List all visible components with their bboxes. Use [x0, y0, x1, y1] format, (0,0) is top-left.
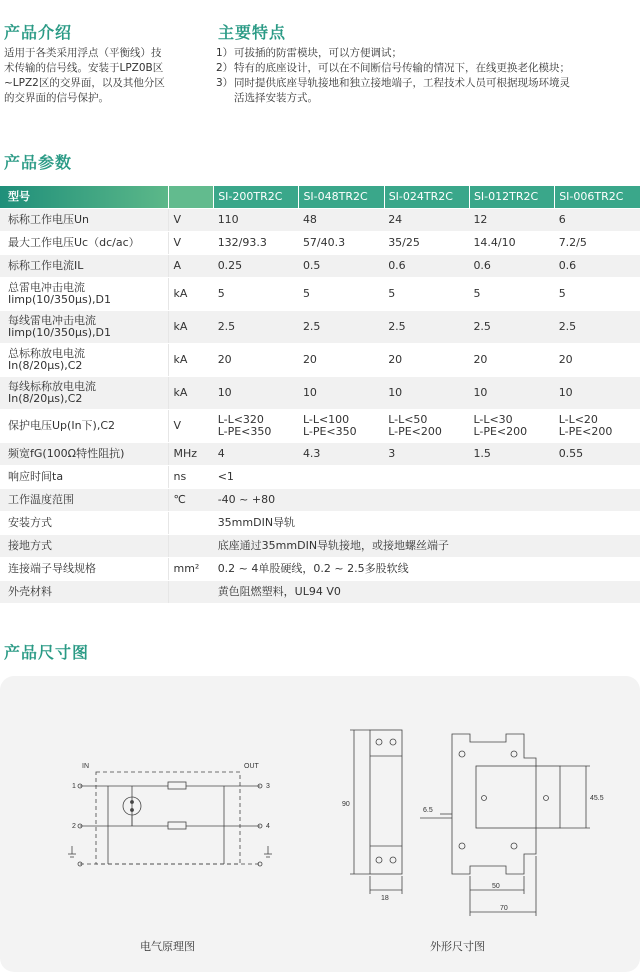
spec-value — [214, 311, 299, 344]
spec-value-line: 10 — [217, 386, 232, 399]
spec-value-line: 10 — [473, 386, 488, 399]
spec-param-name — [0, 311, 169, 344]
spec-value-line: 20 — [473, 353, 488, 366]
intro-title: 产品介绍 — [4, 23, 73, 42]
spec-row — [0, 311, 640, 344]
spec-value — [214, 278, 299, 311]
spec-row — [0, 466, 640, 489]
spec-value-line: 57/40.3 — [302, 236, 346, 249]
dim-45: 45.5 — [590, 795, 604, 802]
spec-param-name — [0, 581, 169, 604]
spec-value — [469, 278, 554, 311]
spec-value-line: L-PE<200 — [558, 425, 613, 438]
param-name-line: In(8/20μs),C2 — [8, 392, 83, 405]
spec-row — [0, 535, 640, 558]
spec-value — [299, 410, 384, 443]
spec-value — [214, 232, 299, 255]
spec-value — [555, 209, 640, 232]
spec-param-name — [0, 209, 169, 232]
spec-value — [384, 232, 469, 255]
spec-row — [0, 512, 640, 535]
dimensions-title: 产品尺寸图 — [4, 643, 90, 662]
spec-value — [214, 443, 299, 466]
spec-header-row — [0, 186, 640, 209]
header-model-col: SI-012TR2C — [469, 186, 554, 209]
spec-value — [555, 278, 640, 311]
feature-num — [216, 91, 234, 106]
spec-value — [214, 255, 299, 278]
features-title: 主要特点 — [218, 23, 287, 42]
feature-item — [216, 61, 636, 76]
spec-value-line: 10 — [388, 386, 403, 399]
spec-value-line: 10 — [558, 386, 573, 399]
feature-num: 3） — [216, 77, 234, 89]
spec-value-line: 48 — [302, 213, 317, 226]
spec-value — [555, 232, 640, 255]
spec-param-name — [0, 489, 169, 512]
front-view — [420, 734, 590, 916]
spec-row — [0, 489, 640, 512]
feature-num: 1） — [216, 47, 234, 59]
spec-value-line: 132/93.3 — [217, 236, 267, 249]
spec-value — [299, 255, 384, 278]
spec-value — [384, 344, 469, 377]
spec-value-line: 2.5 — [473, 320, 491, 333]
spec-unit: V — [169, 410, 214, 443]
spec-value — [555, 255, 640, 278]
intro-line: 术传输的信号线。安装于LPZ0B区 — [4, 62, 164, 74]
spec-value — [214, 410, 299, 443]
spec-value-line: 0.55 — [558, 447, 584, 460]
spec-value — [384, 278, 469, 311]
spec-value — [555, 377, 640, 410]
spec-value — [214, 209, 299, 232]
spec-value — [299, 311, 384, 344]
spec-value — [555, 410, 640, 443]
spec-row — [0, 558, 640, 581]
spec-value-line: 7.2/5 — [558, 236, 587, 249]
param-name-line: Iimp(10/350μs),D1 — [8, 293, 111, 306]
spec-row — [0, 209, 640, 232]
spec-param-name — [0, 255, 169, 278]
spec-unit: kA — [169, 311, 214, 344]
spec-value — [214, 377, 299, 410]
spec-value — [384, 443, 469, 466]
spec-value — [299, 232, 384, 255]
spec-value: 0.2 ~ 4单股硬线，0.2 ~ 2.5多股软线 — [214, 558, 640, 581]
spec-value — [214, 344, 299, 377]
spec-value — [469, 232, 554, 255]
header-unit — [169, 186, 214, 209]
spec-value — [469, 443, 554, 466]
spec-value-line: 0.6 — [388, 259, 406, 272]
spec-unit — [169, 581, 214, 604]
param-name-line: 标称工作电压Un — [8, 213, 90, 226]
spec-value — [555, 311, 640, 344]
dim-18: 18 — [381, 895, 389, 902]
param-name-line: 每线雷电冲击电流 — [8, 314, 96, 327]
spec-unit: V — [169, 232, 214, 255]
spec-unit: V — [169, 209, 214, 232]
spec-value — [469, 255, 554, 278]
feature-text: 特有的底座设计，可以在不间断信号传输的情况下，在线更换老化模块； — [234, 62, 570, 74]
spec-value — [299, 209, 384, 232]
spec-value-line: 2.5 — [302, 320, 321, 333]
spec-value-line: 0.6 — [473, 259, 491, 272]
spec-unit: mm² — [169, 558, 214, 581]
param-name-line: 响应时间ta — [8, 470, 64, 483]
param-name-line: 外壳材料 — [8, 585, 52, 598]
spec-value — [384, 377, 469, 410]
spec-value-line: L-L<30 — [473, 413, 513, 426]
spec-unit: A — [169, 255, 214, 278]
param-name-line: 最大工作电压Uc（dc/ac） — [8, 236, 140, 249]
spec-value — [299, 344, 384, 377]
spec-unit — [169, 535, 214, 558]
spec-value — [469, 209, 554, 232]
spec-value — [384, 311, 469, 344]
spec-param-name — [0, 377, 169, 410]
spec-value — [469, 311, 554, 344]
features-list — [216, 46, 636, 106]
intro-line: 的交界面的信号保护。 — [4, 92, 109, 104]
header-model-col: SI-006TR2C — [555, 186, 640, 209]
spec-value-line: 20 — [388, 353, 403, 366]
spec-row — [0, 410, 640, 443]
spec-value-line: 4 — [217, 447, 225, 460]
feature-num: 2） — [216, 62, 234, 74]
dim-90: 90 — [342, 801, 350, 808]
spec-value — [555, 344, 640, 377]
spec-param-name — [0, 232, 169, 255]
spec-value-line: L-L<100 — [302, 413, 350, 426]
param-name-line: 连接端子导线规格 — [8, 562, 96, 575]
param-name-line: Iimp(10/350μs),D1 — [8, 326, 111, 339]
dimension-panel — [0, 676, 640, 972]
spec-value-line: 2.5 — [388, 320, 406, 333]
param-name-line: In(8/20μs),C2 — [8, 359, 83, 372]
spec-value-line: L-PE<200 — [388, 425, 442, 438]
spec-value: 黄色阻燃塑料，UL94 V0 — [214, 581, 640, 604]
spec-value-line: 20 — [302, 353, 317, 366]
spec-param-name — [0, 512, 169, 535]
spec-value-line: L-PE<350 — [302, 425, 357, 438]
spec-value-line: L-L<50 — [388, 413, 428, 426]
header-model-col: SI-200TR2C — [214, 186, 299, 209]
param-name-line: 保护电压Up(In下),C2 — [8, 419, 116, 432]
header-model-col: SI-024TR2C — [384, 186, 469, 209]
spec-row — [0, 255, 640, 278]
label-p2: 2 — [72, 823, 76, 830]
spec-value-line: 2.5 — [558, 320, 577, 333]
spec-value-line: L-L<320 — [217, 413, 264, 426]
spec-value — [469, 410, 554, 443]
spec-unit: kA — [169, 344, 214, 377]
spec-value-line: 20 — [558, 353, 573, 366]
spec-unit: kA — [169, 377, 214, 410]
spec-param-name — [0, 344, 169, 377]
spec-row — [0, 581, 640, 604]
intro-line: ~LPZ2区的交界面，以及其他分区 — [4, 77, 165, 89]
param-name-line: 接地方式 — [8, 539, 52, 552]
spec-value-line: 2.5 — [217, 320, 236, 333]
spec-param-name — [0, 278, 169, 311]
spec-row — [0, 232, 640, 255]
spec-value-line: 110 — [217, 213, 239, 226]
label-p3: 3 — [266, 783, 270, 790]
spec-value — [555, 443, 640, 466]
spec-value-line: 3 — [388, 447, 396, 460]
dim-50: 50 — [492, 883, 500, 890]
spec-value-line: 5 — [558, 287, 566, 300]
param-name-line: 标称工作电流IL — [8, 259, 84, 272]
param-name-line: 总雷电冲击电流 — [8, 281, 85, 294]
spec-row — [0, 344, 640, 377]
spec-value-line: 0.25 — [217, 259, 243, 272]
header-model-col: SI-048TR2C — [299, 186, 384, 209]
label-p4: 4 — [266, 823, 270, 830]
spec-value — [469, 344, 554, 377]
spec-value-line: 5 — [302, 287, 310, 300]
dimension-drawings — [0, 676, 640, 972]
label-out: OUT — [244, 763, 259, 770]
feature-item — [216, 46, 636, 61]
feature-item — [216, 91, 636, 106]
spec-unit: kA — [169, 278, 214, 311]
param-name-line: 安装方式 — [8, 516, 52, 529]
spec-value — [384, 209, 469, 232]
spec-row — [0, 278, 640, 311]
spec-value-line: 1.5 — [473, 447, 491, 460]
spec-value-line: L-L<20 — [558, 413, 598, 426]
spec-value-line: 0.6 — [558, 259, 577, 272]
spec-value-line: 35/25 — [388, 236, 420, 249]
spec-value: <1 — [214, 466, 640, 489]
feature-text: 同时提供底座导轨接地和独立接地端子，工程技术人员可根据现场环境灵 — [234, 77, 570, 89]
label-in: IN — [82, 763, 89, 770]
spec-value — [299, 278, 384, 311]
param-name-line: 总标称放电电流 — [8, 347, 85, 360]
spec-unit: MHz — [169, 443, 214, 466]
feature-text: 可拔插的防雷模块，可以方便调试； — [234, 47, 402, 59]
spec-row — [0, 377, 640, 410]
spec-value-line: 20 — [217, 353, 232, 366]
spec-param-name — [0, 535, 169, 558]
spec-value — [299, 443, 384, 466]
spec-value — [469, 377, 554, 410]
circuit-diagram — [68, 772, 272, 866]
outline-caption: 外形尺寸图 — [430, 940, 485, 953]
spec-value: -40 ~ +80 — [214, 489, 640, 512]
spec-value — [384, 255, 469, 278]
side-view — [350, 730, 402, 894]
spec-param-name — [0, 410, 169, 443]
spec-unit — [169, 512, 214, 535]
spec-value-line: 14.4/10 — [473, 236, 516, 249]
spec-value-line: 6 — [558, 213, 566, 226]
feature-item — [216, 76, 636, 91]
header-model: 型号 — [0, 186, 169, 209]
spec-value-line: 10 — [302, 386, 317, 399]
intro-line: 适用于各类采用浮点（平衡线）技 — [4, 47, 162, 59]
spec-unit: ns — [169, 466, 214, 489]
spec-value-line: 24 — [388, 213, 403, 226]
param-name-line: 工作温度范围 — [8, 493, 74, 506]
intro-text — [4, 46, 214, 106]
spec-value-line: L-PE<350 — [217, 425, 272, 438]
spec-value — [384, 410, 469, 443]
param-name-line: 频宽fG(100Ω特性阻抗) — [8, 447, 125, 460]
spec-value-line: 5 — [217, 287, 225, 300]
param-name-line: 每线标称放电电流 — [8, 380, 96, 393]
spec-table — [0, 186, 640, 604]
label-p1: 1 — [72, 783, 76, 790]
feature-text: 活选择安装方式。 — [234, 92, 318, 104]
spec-param-name — [0, 466, 169, 489]
spec-value: 35mmDIN导轨 — [214, 512, 640, 535]
dim-6-5: 6.5 — [423, 807, 433, 814]
spec-value-line: L-PE<200 — [473, 425, 528, 438]
spec-param-name — [0, 443, 169, 466]
circuit-caption: 电气原理图 — [140, 940, 195, 953]
spec-value-line: 12 — [473, 213, 488, 226]
spec-value-line: 4.3 — [302, 447, 321, 460]
dim-70: 70 — [500, 905, 508, 912]
spec-value-line: 5 — [388, 287, 396, 300]
params-title: 产品参数 — [4, 153, 73, 172]
spec-value: 底座通过35mmDIN导轨接地，或接地螺丝端子 — [214, 535, 640, 558]
spec-param-name — [0, 558, 169, 581]
spec-value-line: 5 — [473, 287, 481, 300]
spec-unit: ℃ — [169, 489, 214, 512]
spec-value-line: 0.5 — [302, 259, 321, 272]
spec-value — [299, 377, 384, 410]
spec-row — [0, 443, 640, 466]
